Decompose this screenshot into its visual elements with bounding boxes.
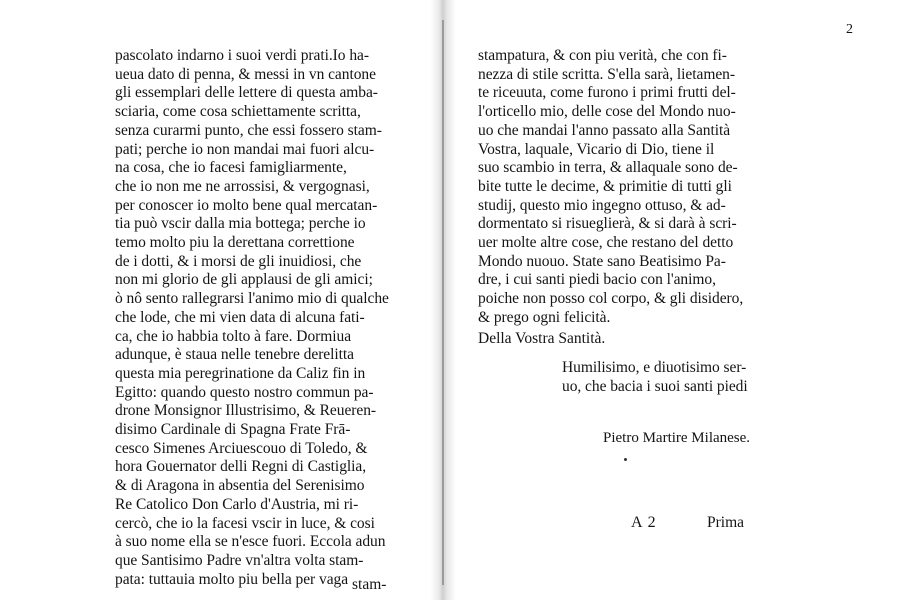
text-line: questa mia peregrinatione da Caliz fin in [115,364,366,382]
text-line: tia può vscir dalla mia bottega; perche io [115,215,366,233]
author-signature: Pietro Martire Milanese. [603,430,751,446]
text-line: che io non me ne arrossisi, & vergognasi, [115,177,370,195]
text-line: per conoscer io molto bene qual mercatan- [115,196,378,214]
text-line: ueua dato di penna, & messi in vn cantone [115,65,376,83]
text-line: dormentato si risueglierà, & si darà à scri- [478,215,737,233]
text-line: & di Aragona in absentia del Serenisimo [115,477,365,495]
text-line: uo che mandai l'anno passato alla Santità [478,121,731,139]
text-line: drone Monsignor Illustrisimo, & Reueren- [115,402,377,420]
text-line: bite tutte le decime, & primitie di tutti gli [478,177,732,195]
text-line: poiche non posso col corpo, & gli disidero, [478,290,744,308]
text-line: te riceuuta, come furono i primi frutti del- [478,84,736,102]
signature-mark: A 2 [631,514,657,531]
text-line: stampatura, & con piu verità, che con fi- [478,47,727,64]
text-line: à suo nome ella se n'esce fuori. Eccola adun [115,533,386,551]
text-line: pascolato indarno i suoi verdi prati.Io ha- [115,47,369,64]
text-line: senza curarmi punto, che essi fossero stam- [115,121,382,139]
text-line: hora Gouernator delli Regni di Castiglia, [115,458,367,476]
text-line: ò nô sento rallegrarsi l'animo mio di qualche [115,290,389,308]
text-line: & prego ogni felicità. [478,308,611,326]
text-line: studij, questo mio ingegno ottuso, & ad- [478,196,726,214]
subscription-line: uo, che bacia i suoi santi piedi [562,378,748,395]
text-line: Re Catolico Don Carlo d'Austria, mi ri- [115,495,359,513]
page-number: 2 [846,22,853,37]
text-line: na cosa, che io facesi famigliarmente, [115,159,347,177]
text-line: suo scambio in terra, & allaquale sono de- [478,159,738,177]
closing-salutation: Della Vostra Santità. [478,330,606,347]
text-line: adunque, è staua nelle tenebre derelitta [115,346,354,364]
text-line: sciaria, come cosa schiettamente scritta, [115,103,361,121]
text-line: Egitto: quando questo nostro commun pa- [115,383,374,401]
left-catchword: stam- [352,576,387,593]
text-line: dre, i cui santi piedi bacio con l'animo, [478,271,716,289]
ink-speck [624,458,627,461]
text-line: que Santisimo Padre vn'altra volta stam- [115,551,364,569]
text-line: che lode, che mi vien data di alcuna fati- [115,308,365,326]
text-line: ca, che io habbia tolto à fare. Dormiua [115,327,352,345]
text-line: Mondo nuouo. State sano Beatisimo Pa- [478,252,726,270]
text-line: cesco Simenes Arciuescouo di Toledo, & [115,439,368,457]
text-line: gli essemplari delle lettere di questa amba- [115,84,378,102]
text-line: temo molto piu la derettana correttione [115,234,355,251]
right-catchword: Prima [707,514,745,531]
text-line: cercò, che io la facesi vscir in luce, & cosi [115,514,375,532]
text-line: uer molte altre cose, che restano del detto [478,234,734,251]
text-line: pata: tuttauia molto piu bella per vaga [115,570,349,588]
text-line: pati; perche io non mandai mai fuori alcu- [115,140,375,158]
text-line: de i dotti, & i morsi de gli inuidiosi, che [115,252,362,270]
text-line: non mi glorio de gli applausi de gli amici; [115,271,373,289]
gutter-shadow-line [442,20,444,585]
subscription-line: Humilisimo, e diuotisimo ser- [562,359,747,376]
text-line: l'orticello mio, delle cose del Mondo nuo- [478,103,736,121]
text-line: Vostra, laquale, Vicario di Dio, tiene il [478,140,715,158]
text-line: disimo Cardinale di Spagna Frate Frā- [115,421,351,438]
text-line: nezza di stile scritta. S'ella sarà, lietamen- [478,65,735,83]
